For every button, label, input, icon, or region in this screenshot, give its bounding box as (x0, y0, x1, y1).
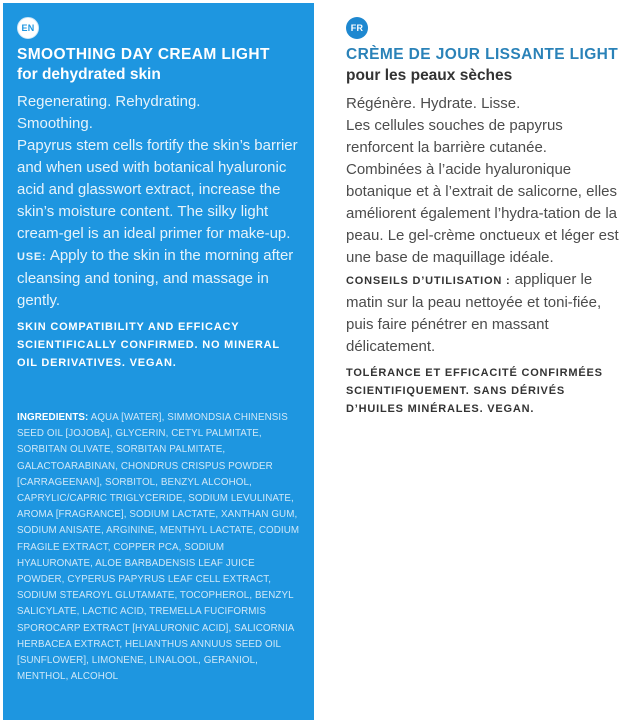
claim-fr: TOLÉRANCE ET EFFICACITÉ CONFIRMÉES SCIENTIFIQUEMENT. SANS DÉRIVÉS D’HUILES MINÉRALES. VEGAN. (346, 367, 603, 415)
tagline-en-2: Smoothing. (17, 115, 93, 132)
language-badge-en: EN (17, 17, 39, 39)
french-panel (330, 3, 629, 720)
description-en (17, 91, 302, 312)
product-subtitle-en: for dehydrated skin (17, 66, 161, 83)
tagline-en-1: Regenerating. Rehydrating. (17, 93, 201, 110)
english-panel (3, 3, 314, 720)
usage-text-en: Apply to the skin in the morning after cleansing and toning, and massage in gently. (17, 247, 294, 309)
ingredients-text: AQUA [WATER], SIMMONDSIA CHINENSIS SEED OIL [JOJOBA], GLYCERIN, CETYL PALMITATE, SORBITAN OLIVATE, SORBITAN PALMITATE, GALACTOARABINAN, CHONDRUS CRISPUS POWDER [CARRAGEENAN], SORBITOL, BENZYL ALCOHOL, CAPRYLIC/CAPRIC TRIGLYCERIDE, SODIUM LEVULINATE, AROMA [FRAGRANCE], SODIUM LACTATE, XANTHAN GUM, SODIUM ANISATE, ARGININE, MENTHYL LACTATE, CODIUM FRAGILE EXTRACT, COPPER PCA, SODIUM HYALURONATE, ALOE BARBADENSIS LEAF JUICE POWDER, CYPERUS PAPYRUS LEAF CELL EXTRACT, SODIUM STEAROYL GLUTAMATE, TOCOPHEROL, BENZYL SALICYLATE, LACTIC ACID, TREMELLA FUCIFORMIS SPOROCARP EXTRACT [HYALURONIC ACID], SALICORNIA HERBACEA EXTRACT, HELIANTHUS ANNUUS SEED OIL [SUNFLOWER], LIMONENE, LINALOOL, GERANIOL, MENTHOL, ALCOHOL (17, 412, 300, 683)
description-fr (346, 93, 623, 358)
usage-label-en: USE: (17, 251, 47, 263)
ingredients-label: INGREDIENTS: (17, 412, 89, 423)
usage-label-fr: CONSEILS D’UTILISATION : (346, 275, 511, 287)
claim-en: SKIN COMPATIBILITY AND EFFICACY SCIENTIFICALLY CONFIRMED. NO MINERAL OIL DERIVATIVES. VEGAN. (17, 321, 280, 369)
product-subtitle-fr: pour les peaux sèches (346, 67, 513, 84)
usage-text-fr: appliquer le matin sur la peau nettoyée et toni-fiée, puis faire pénétrer en massant délicatement. (346, 271, 602, 355)
product-title-fr: CRÈME DE JOUR LISSANTE LIGHT (346, 46, 619, 63)
description-text-fr: Les cellules souches de papyrus renforcent la barrière cutanée. Combinées à l’acide hyaluronique botanique et à l’extrait de salicorne, elles améliorent également l’hydra-tation de la peau. Le gel-crème onctueux et léger est une base de maquillage idéale. (346, 117, 619, 266)
description-text-en: Papyrus stem cells fortify the skin’s barrier and when used with botanical hyaluronic acid and glasswort extract, increase the skin’s moisture content. The silky light cream-gel is an ideal primer for make-up. (17, 137, 298, 242)
usage-fr (346, 269, 623, 358)
usage-en (17, 245, 302, 312)
tagline-fr: Régénère. Hydrate. Lisse. (346, 95, 521, 112)
ingredients-list (17, 410, 302, 685)
language-badge-fr: FR (346, 17, 368, 39)
product-title-en: SMOOTHING DAY CREAM LIGHT (17, 46, 270, 63)
